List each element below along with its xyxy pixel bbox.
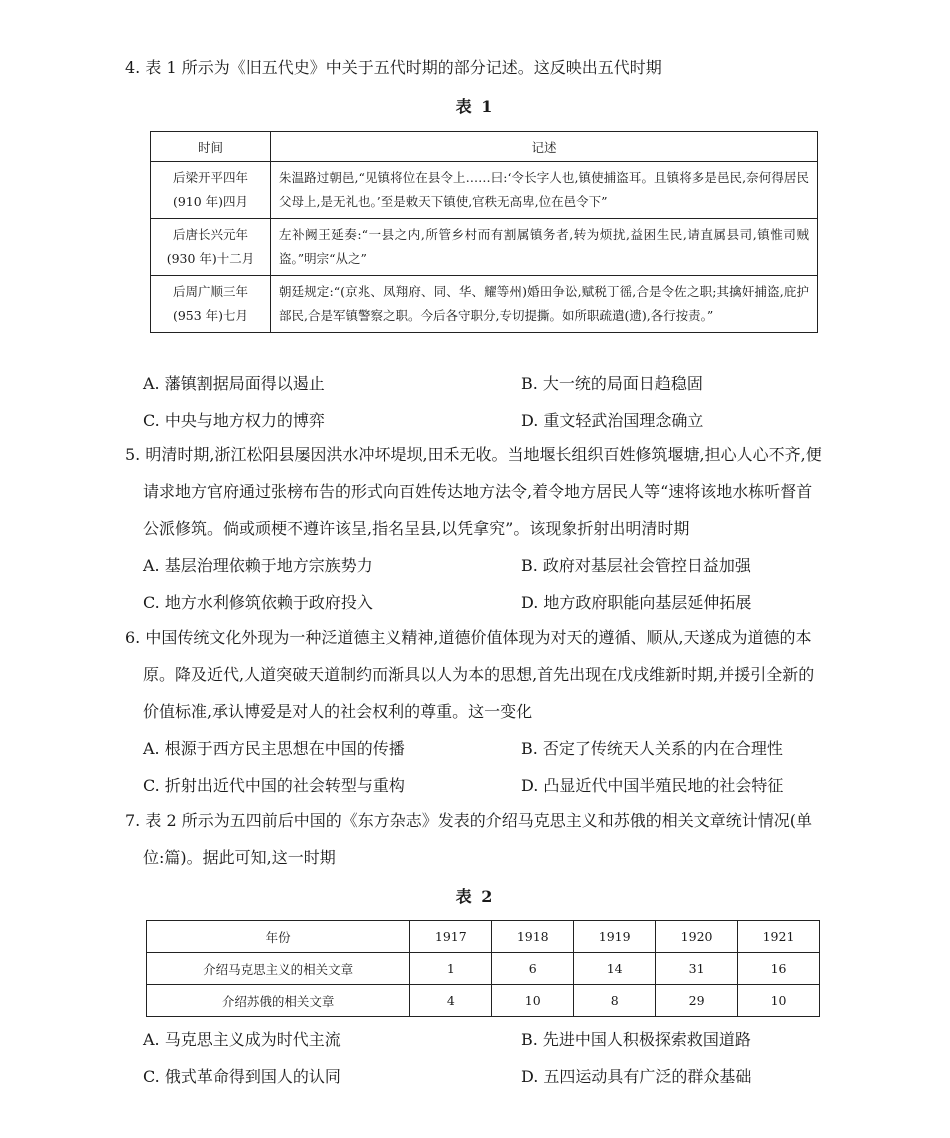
question-7-stem: 7. 表 2 所示为五四前后中国的《东方杂志》发表的介绍马克思主义和苏俄的相关文章统计情况(单位:篇)。据此可知,这一时期 (125, 811, 812, 867)
question-7 (125, 802, 825, 876)
question-5-stem: 5. 明清时期,浙江松阳县屡因洪水冲坏堤坝,田禾无收。当地堰长组织百姓修筑堰塘,担心人心不齐,便请求地方官府通过张榜布告的形式向百姓传达地方法令,着令地方居民人等“速将该地水栋听督首公派修筑。倘或顽梗不遵许该呈,指名呈县,以凭拿究”。该现象折射出明清时期 (125, 445, 822, 538)
question-5 (125, 436, 825, 547)
option-a[interactable]: A. 藩镇割据局面得以遏止 (143, 374, 325, 393)
table-1-time-cell (151, 162, 271, 219)
table-2-caption: 表 2 (455, 887, 495, 906)
question-7-options (143, 1020, 833, 1094)
table-2-value-cell: 14 (574, 953, 656, 985)
table-2-value-cell: 29 (656, 985, 738, 1017)
question-6-stem: 6. 中国传统文化外现为一种泛道德主义精神,道德价值体现为对天的遵循、顺从,天遂成为道德的本原。降及近代,人道突破天道制约而渐具以人为本的思想,首先出现在戊戌维新时期,并援引全新的价值标准,承认博爱是对人的社会权利的尊重。这一变化 (125, 628, 815, 721)
option-c[interactable]: C. 中央与地方权力的博弈 (143, 411, 325, 430)
question-4-stem: 4. 表 1 所示为《旧五代史》中关于五代时期的部分记述。这反映出五代时期 (125, 58, 662, 77)
table-1-record-cell: 朱温路过朝邑,“见镇将位在县令上……曰:‘令长字人也,镇使捕盗耳。且镇将多是邑民,奈何得居民父母上,是无礼也。’至是敕天下镇使,官秩无高卑,位在邑令下” (271, 162, 818, 219)
table-row (147, 953, 820, 985)
table-2-year-cell: 1917 (410, 921, 492, 953)
time-line: (953 年)七月 (172, 308, 249, 323)
table-2-year-cell: 1919 (574, 921, 656, 953)
question-4-options (143, 364, 833, 438)
time-line: 后梁开平四年 (172, 170, 248, 185)
table-row (151, 219, 818, 276)
table-2-value-cell: 10 (738, 985, 820, 1017)
table-1-time-cell (151, 219, 271, 276)
table-1-header-record: 记述 (271, 132, 818, 162)
table-2-value-cell: 16 (738, 953, 820, 985)
question-4 (125, 49, 825, 86)
option-b[interactable]: B. 先进中国人积极探索救国道路 (521, 1030, 751, 1049)
option-c[interactable]: C. 折射出近代中国的社会转型与重构 (143, 776, 405, 795)
option-c[interactable]: C. 地方水利修筑依赖于政府投入 (143, 593, 373, 612)
table-2-value-cell: 6 (492, 953, 574, 985)
option-a[interactable]: A. 马克思主义成为时代主流 (143, 1030, 341, 1049)
table-2-header-row (147, 921, 820, 953)
option-b[interactable]: B. 政府对基层社会管控日益加强 (521, 556, 751, 575)
time-line: (930 年)十二月 (166, 251, 255, 266)
table-1-header-time: 时间 (151, 132, 271, 162)
table-1-caption: 表 1 (455, 97, 495, 116)
table-1 (150, 131, 818, 333)
table-1-record-cell: 朝廷规定:“(京兆、凤翔府、同、华、耀等州)婚田争讼,赋税丁徭,合是令佐之职;其擒奸捕盗,庇护部民,合是军镇警察之职。今后各守职分,专切提撕。如所职疏遣(遗),各行按责。” (271, 276, 818, 333)
table-row (151, 162, 818, 219)
time-line: (910 年)四月 (172, 194, 249, 209)
option-d[interactable]: D. 地方政府职能向基层延伸拓展 (521, 593, 752, 612)
table-2-row-label: 介绍苏俄的相关文章 (147, 985, 410, 1017)
question-6-options (143, 729, 833, 803)
option-d[interactable]: D. 凸显近代中国半殖民地的社会特征 (521, 776, 784, 795)
table-2-value-cell: 1 (410, 953, 492, 985)
table-1-record-cell: 左补阙王延奏:“一县之内,所管乡村而有割属镇务者,转为烦扰,益困生民,请直属县司,镇惟司贼盗。”明宗“从之” (271, 219, 818, 276)
option-c[interactable]: C. 俄式革命得到国人的认同 (143, 1067, 341, 1086)
option-b[interactable]: B. 大一统的局面日趋稳固 (521, 374, 703, 393)
table-2-value-cell: 8 (574, 985, 656, 1017)
table-2-year-cell: 1918 (492, 921, 574, 953)
option-b[interactable]: B. 否定了传统天人关系的内在合理性 (521, 739, 783, 758)
time-line: 后唐长兴元年 (172, 227, 248, 242)
option-a[interactable]: A. 根源于西方民主思想在中国的传播 (143, 739, 405, 758)
table-2 (146, 920, 820, 1017)
question-6 (125, 619, 825, 730)
time-line: 后周广顺三年 (172, 284, 248, 299)
table-1-header-row (151, 132, 818, 162)
table-2-row-label: 介绍马克思主义的相关文章 (147, 953, 410, 985)
table-2-year-cell: 1921 (738, 921, 820, 953)
table-2-value-cell: 4 (410, 985, 492, 1017)
table-2-value-cell: 10 (492, 985, 574, 1017)
table-2-value-cell: 31 (656, 953, 738, 985)
option-d[interactable]: D. 重文轻武治国理念确立 (521, 411, 704, 430)
question-5-options (143, 546, 833, 620)
table-2-header-cell: 年份 (147, 921, 410, 953)
table-1-time-cell (151, 276, 271, 333)
table-2-year-cell: 1920 (656, 921, 738, 953)
table-row (147, 985, 820, 1017)
option-a[interactable]: A. 基层治理依赖于地方宗族势力 (143, 556, 373, 575)
option-d[interactable]: D. 五四运动具有广泛的群众基础 (521, 1067, 752, 1086)
table-row (151, 276, 818, 333)
